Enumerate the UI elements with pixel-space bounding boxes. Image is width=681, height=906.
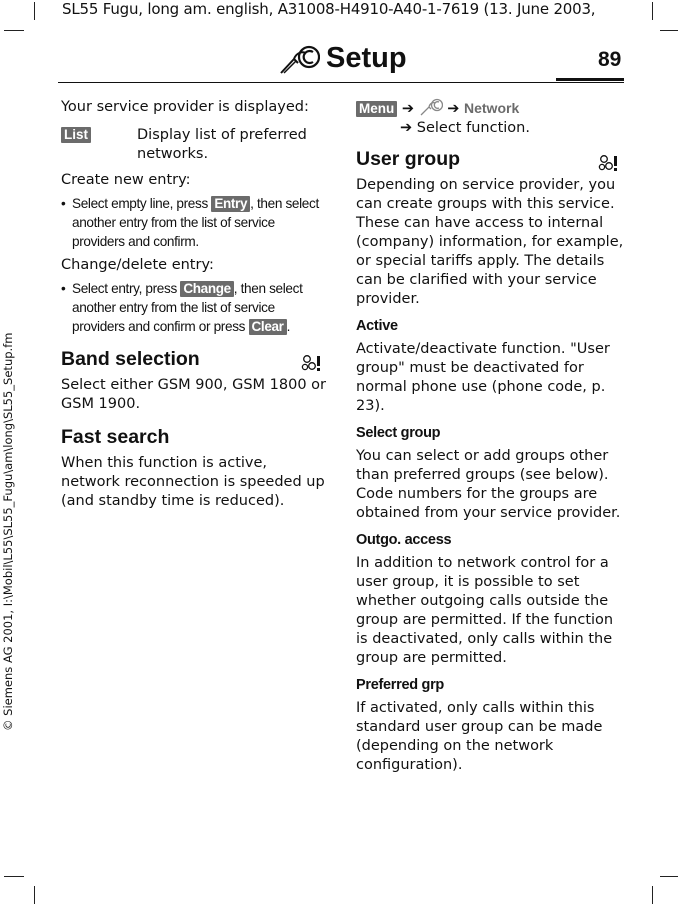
network-label: Network (464, 100, 520, 116)
user-group-heading: User group (356, 150, 624, 169)
active-heading: Active (356, 318, 398, 334)
page-title-text: Setup (326, 42, 407, 74)
clear-key: Clear (249, 319, 287, 335)
header-rule (58, 82, 624, 83)
crop-mark (660, 876, 678, 877)
setup-icon (278, 43, 320, 75)
select-group-heading: Select group (356, 425, 441, 441)
right-column (356, 98, 624, 775)
page-title (278, 42, 407, 75)
side-file-path: © Siemens AG 2001, I:\Mobil\L55\SL55_Fugu\am\long\SL55_Setup.fm (1, 332, 15, 731)
list-row (61, 126, 327, 164)
page-number: 89 (598, 48, 622, 71)
crop-mark (4, 876, 24, 877)
crop-mark (4, 30, 24, 31)
fast-search-text: When this function is active, network reconnection is speeded up (and standby time is reduced). (61, 455, 325, 509)
user-group-text: Depending on service provider, you can create groups with this service. These can have access to internal (company) information, for example, or special tariffs apply. The details can be clarified with your service provider. (356, 177, 624, 307)
crop-mark (652, 2, 653, 20)
setup-icon-small (419, 98, 443, 116)
preferred-grp-heading: Preferred grp (356, 677, 444, 693)
crop-mark (660, 30, 678, 31)
select-function-line: ➔ Select function. (400, 120, 530, 136)
page-number-rule (556, 78, 624, 81)
list-desc: Display list of preferred networks. (137, 127, 307, 162)
change-bullet: • Select entry, press Change , then select another entry from the list of service providers and confirm or press Clear . (61, 281, 303, 334)
band-selection-text: Select either GSM 900, GSM 1800 or GSM 1900. (61, 377, 327, 412)
crop-mark (652, 886, 653, 904)
change-heading: Change/delete entry: (61, 257, 214, 273)
entry-key: Entry (211, 196, 250, 212)
select-group-text: You can select or add groups other than preferred groups (see below). Code numbers for the groups are obtained from your service provider. (356, 448, 621, 521)
running-header: SL55 Fugu, long am. english, A31008-H4910-A40-1-7619 (13. June 2003, (62, 0, 596, 18)
fast-search-heading: Fast search (61, 426, 170, 448)
intro-text: Your service provider is displayed: (61, 99, 309, 115)
active-text: Activate/deactivate function. "User group" must be deactivated for normal phone use (phone code, p. 23). (356, 341, 610, 414)
service-provider-icon (301, 354, 323, 372)
crop-mark (34, 2, 35, 20)
list-key: List (61, 127, 91, 143)
change-key: Change (180, 281, 233, 297)
create-heading: Create new entry: (61, 172, 191, 188)
menu-path: Menu ➔ ➔ Network (356, 98, 624, 119)
crop-mark (34, 886, 35, 904)
preferred-grp-text: If activated, only calls within this standard user group can be made (depending on the network configuration). (356, 700, 603, 773)
service-provider-icon (598, 154, 620, 172)
left-column (61, 98, 327, 511)
outgo-access-text: In addition to network control for a user group, it is possible to set whether outgoing calls outside the group are permitted. If the function is deactivated, only calls within the group are permitted. (356, 555, 614, 666)
band-selection-heading: Band selection (61, 350, 327, 369)
create-bullet: • Select empty line, press Entry , then select another entry from the list of service providers and confirm. (61, 196, 319, 249)
menu-key: Menu (356, 101, 397, 117)
outgo-access-heading: Outgo. access (356, 532, 452, 548)
